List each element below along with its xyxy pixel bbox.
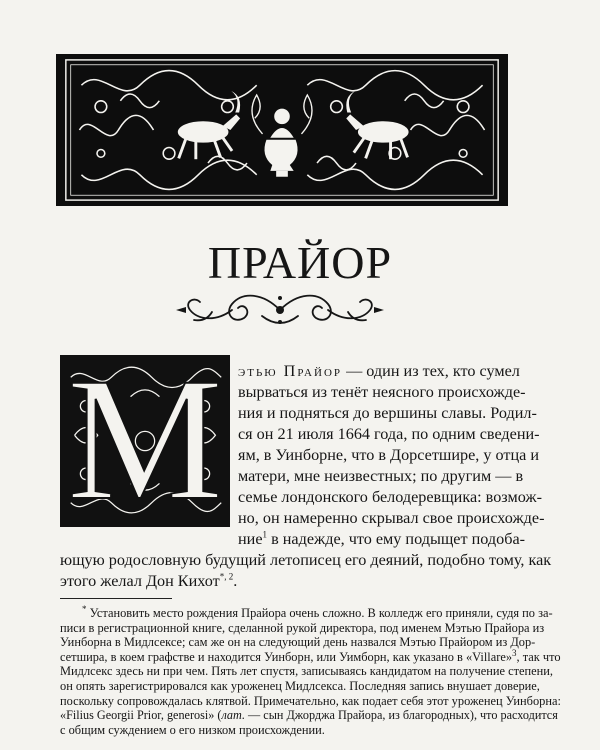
body-text: ние — [238, 530, 263, 548]
footnote-line-5: Мидлсекс здесь ни при чем. Пять лет спустя, записываясь кандидатом на получение степени, — [60, 664, 554, 679]
footnote-text: , так что — [516, 649, 561, 664]
author-name-smallcaps: этью Прайор — [238, 362, 343, 380]
note-reference: *, 2 — [219, 571, 234, 582]
body-line-1 — [238, 361, 534, 382]
latin-abbreviation: лат. — [221, 708, 245, 723]
scroll-fleuron-icon — [172, 290, 388, 330]
footnote-line-4 — [60, 647, 561, 665]
body-line-7: семье лондонского белодеревщика: возмож- — [238, 488, 542, 506]
body-text: . — [233, 572, 238, 590]
footnote-line-3: Уинборна в Мидлсексе; сам же он на следующий день назвался Мэтью Прайором из Дор- — [60, 635, 536, 650]
footnote-line-8 — [60, 708, 558, 723]
footnote-text: сетшира, в коем графстве и находится Уинборн, или Уимборн, как указано в «Villare» — [60, 649, 513, 664]
footnote-rule — [60, 598, 172, 599]
body-line-11 — [60, 571, 534, 592]
footnote-text: Установить место рождения Прайора очень сложно. В колледж его приняли, судя по за- — [86, 606, 553, 620]
body-line-10: ющую родословную будущий летописец его деяний, подобно тому, как — [60, 551, 552, 569]
footnote-text: — сын Джорджа Прайора, из благородных), что расходится — [245, 708, 558, 723]
note-reference: 3 — [512, 647, 517, 658]
footnote-line-7: поскольку сопровождалась клятвой. Примечательно, как подает себя этот уроженец Уинборна: — [60, 693, 561, 708]
body-line-8: но, он намеренно скрывал свое происхожде- — [238, 509, 545, 527]
note-reference: 1 — [262, 529, 268, 540]
initial-letter: М — [66, 355, 224, 527]
illuminated-initial — [60, 355, 230, 527]
body-line-2: вырваться из тенёт неясного происхожде- — [238, 383, 526, 401]
body-text: — один из тех, кто сумел — [342, 362, 520, 380]
body-line-5: ям, в Уинборне, что в Дорсетшире, у отца и — [238, 446, 540, 464]
footnote-text: «Filius Georgii Prior, generosi» ( — [60, 708, 222, 723]
body-line-6: матери, мне неизвестных; по другим — в — [238, 467, 524, 485]
headpiece-engraving — [58, 56, 506, 204]
headpiece-ornament — [56, 54, 508, 206]
body-line-9 — [238, 529, 534, 550]
footnote-marker: * — [82, 603, 87, 614]
body-text: в надежде, что ему подыщет подоба- — [267, 530, 526, 548]
chapter-title: ПРАЙОР — [207, 237, 393, 288]
fleuron-ornament — [172, 290, 388, 330]
footnote-line-2: писи в регистрационной книге, сделанной рукой директора, под именем Мэтью Прайора из — [60, 620, 545, 635]
body-line-4: ся он 21 июля 1664 года, по одним сведени- — [238, 425, 540, 443]
footnote-line-9: с общим суждением о его низком происхождении. — [60, 722, 325, 737]
footnote-line-1 — [82, 603, 553, 621]
footnote-line-6: он опять зарегистрировался как уроженец Мидлсекса. Последняя запись внушает доверие, — [60, 679, 540, 693]
body-text: этого желал Дон Кихот — [60, 572, 220, 590]
body-line-3: ния и подняться до вершины славы. Родил- — [238, 404, 537, 422]
